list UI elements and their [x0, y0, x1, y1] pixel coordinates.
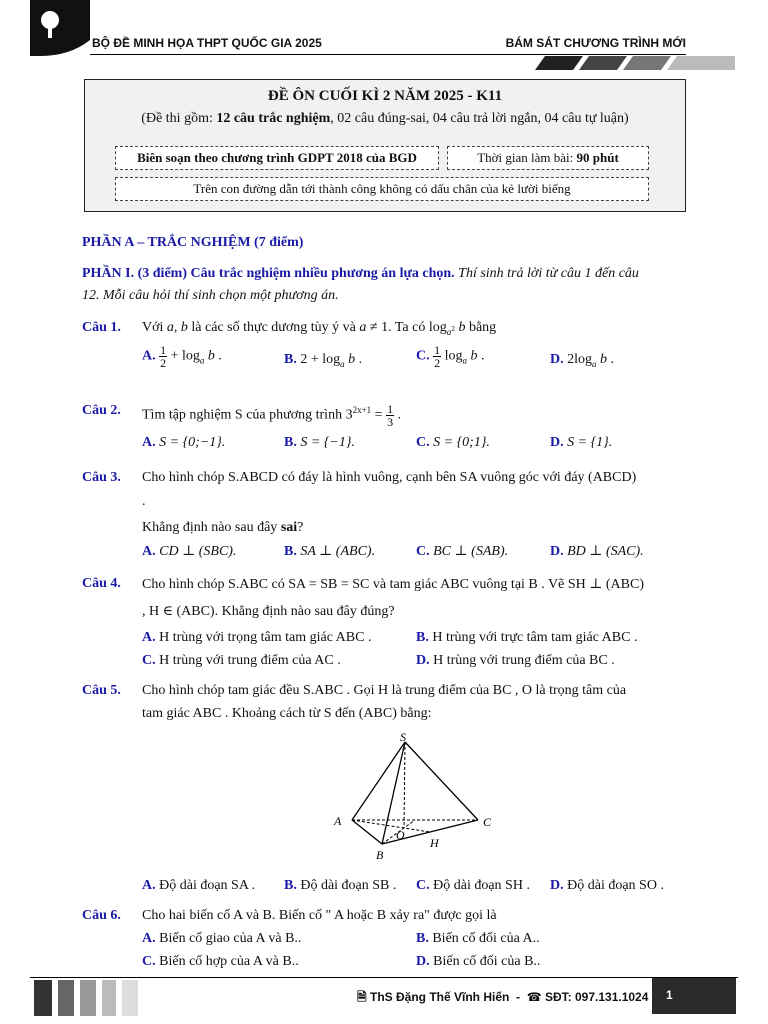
point-label-c: C [483, 815, 492, 829]
exam-description: (Đề thi gồm: 12 câu trắc nghiệm, 02 câu đúng-sai, 04 câu trả lời ngắn, 04 câu tự luận) [141, 111, 629, 126]
footer-rule [30, 977, 738, 978]
question-1-option-d[interactable]: D. $2\log_a$ b . [550, 352, 615, 369]
question-2-option-a[interactable]: A. S = {0;−1}. [142, 435, 226, 450]
question-4-option-d[interactable]: D. H trùng với trung điểm của BC . [416, 653, 615, 668]
question-6-option-b[interactable]: B. Biến cố đối của A.. [416, 931, 540, 946]
question-5-option-d[interactable]: D. Độ dài đoạn SO . [550, 878, 664, 893]
question-4-label: Câu 4. [82, 576, 121, 591]
footer-block [80, 980, 96, 1016]
question-6-option-c[interactable]: C. Biến cố hợp của A và B.. [142, 954, 299, 969]
question-1-option-c[interactable]: C. $\frac{1}{2}$ $\log_a b$ . [416, 343, 485, 370]
logo-icon [30, 0, 90, 56]
question-1-text: Với a, b là các số thực dương tùy ý và a ≠ 1. Ta có $\log_{a^2} b$ bằng [142, 320, 497, 337]
question-6-option-d[interactable]: D. Biến cố đối của B.. [416, 954, 541, 969]
question-3-ask: Khẳng định nào sau đây sai? [142, 520, 304, 535]
question-2-option-d[interactable]: D. S = {1}. [550, 435, 613, 450]
header-right-title: BÁM SÁT CHƯƠNG TRÌNH MỚI [505, 36, 686, 50]
part-i-instructions-2: 12. Mỗi câu hỏi thí sinh chọn một phương án. [82, 288, 339, 303]
question-2-label: Câu 2. [82, 403, 121, 418]
question-4-option-c[interactable]: C. H trùng với trung điểm của AC . [142, 653, 341, 668]
document-icon: 🗎 [357, 990, 367, 1004]
program-label: Biên soạn theo chương trình GDPT 2018 của BGD [115, 146, 439, 170]
time-label: Thời gian làm bài: 90 phút [447, 146, 649, 170]
motto: Trên con đường dẫn tới thành công không có dấu chân của kẻ lười biếng [115, 177, 649, 201]
header-left-title: BỘ ĐỀ MINH HỌA THPT QUỐC GIA 2025 [92, 36, 322, 50]
exam-title: ĐỀ ÔN CUỐI KÌ 2 NĂM 2025 - K11 [267, 88, 503, 104]
question-6-label: Câu 6. [82, 908, 121, 923]
point-label-s: S [400, 730, 406, 744]
header-stripes [535, 56, 735, 70]
question-5-text: Cho hình chóp tam giác đều S.ABC . Gọi H là trung điểm của BC , O là trọng tâm của [142, 683, 627, 698]
question-6-text: Cho hai biến cố A và B. Biến cố " A hoặc B xảy ra" được gọi là [142, 908, 497, 923]
question-5-text-2: tam giác ABC . Khoảng cách từ S đến (ABC) bằng: [142, 706, 432, 721]
question-5-option-c[interactable]: C. Độ dài đoạn SH . [416, 878, 530, 893]
question-4-option-a[interactable]: A. H trùng với trọng tâm tam giác ABC . [142, 630, 372, 645]
footer-block [34, 980, 52, 1016]
question-3-option-c[interactable]: C. BC ⊥ (SAB). [416, 544, 509, 559]
point-label-a: A [334, 814, 342, 828]
part-i-instructions: PHẦN I. (3 điểm) Câu trắc nghiệm nhiều phương án lựa chọn. Thí sinh trả lời từ câu 1 đến câu [82, 266, 639, 281]
question-3-option-d[interactable]: D. BD ⊥ (SAC). [550, 544, 644, 559]
footer-block [102, 980, 116, 1016]
footer-block [122, 980, 138, 1016]
pyramid-figure [326, 728, 506, 864]
point-label-b: B [376, 848, 384, 862]
question-5-option-b[interactable]: B. Độ dài đoạn SB . [284, 878, 397, 893]
question-4-text: Cho hình chóp S.ABC có SA = SB = SC và tam giác ABC vuông tại B . Vẽ SH ⊥ (ABC) [142, 577, 645, 592]
part-a-heading: PHẦN A – TRẮC NGHIỆM (7 điểm) [82, 235, 304, 250]
page-number: 1 [652, 978, 736, 1014]
footer-block [58, 980, 74, 1016]
question-2-option-b[interactable]: B. S = {−1}. [284, 435, 355, 450]
point-label-o: O [396, 828, 405, 842]
footer-contact: 🗎 ThS Đặng Thế Vĩnh Hiến - ☎ SĐT: 097.131.1024 [357, 990, 649, 1004]
question-4-option-b[interactable]: B. H trùng với trực tâm tam giác ABC . [416, 630, 638, 645]
question-3-text: Cho hình chóp S.ABCD có đáy là hình vuông, cạnh bên SA vuông góc với đáy (ABCD) [142, 470, 637, 485]
question-3-label: Câu 3. [82, 470, 121, 485]
question-2-text: Tìm tập nghiệm S của phương trình $3^{2x+1}$ = $\frac{1}{3}$ . [142, 402, 402, 429]
question-6-option-a[interactable]: A. Biến cố giao của A và B.. [142, 931, 302, 946]
question-1-option-b[interactable]: B. $2 + \log_a b$ . [284, 352, 363, 369]
question-5-option-a[interactable]: A. Độ dài đoạn SA . [142, 878, 256, 893]
question-3-dot: . [142, 494, 146, 509]
phone-icon: ☎ [526, 990, 542, 1004]
question-2-option-c[interactable]: C. S = {0;1}. [416, 435, 490, 450]
header-rule [90, 54, 686, 55]
question-5-label: Câu 5. [82, 683, 121, 698]
question-3-option-b[interactable]: B. SA ⊥ (ABC). [284, 544, 376, 559]
question-4-text-2: , H ∈ (ABC). Khẳng định nào sau đây đúng? [142, 604, 395, 619]
footer-phone: SĐT: 097.131.1024 [544, 990, 649, 1004]
exam-info-box [84, 79, 686, 212]
footer-author: ThS Đặng Thế Vĩnh Hiến [370, 990, 510, 1004]
point-label-h: H [430, 836, 439, 850]
question-1-option-a[interactable]: A. $\frac{1}{2}$ + $\log_a b$ . [142, 343, 222, 370]
question-3-option-a[interactable]: A. CD ⊥ (SBC). [142, 544, 237, 559]
question-1-label: Câu 1. [82, 320, 121, 335]
